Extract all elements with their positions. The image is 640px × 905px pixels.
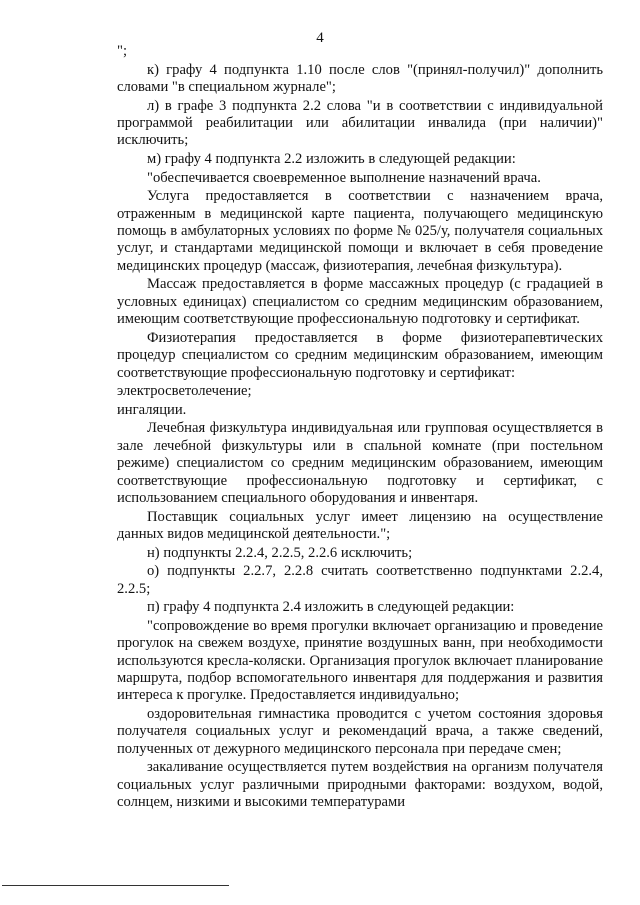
- paragraph: "обеспечивается своевременное выполнение назначений врача.: [147, 169, 541, 186]
- paragraph: оздоровительная гимнастика проводится с учетом состояния здоровья получателя социальных услуг и рекомендаций врача, а также сведений, полученных от дежурного медицинского персонала при передаче смен;: [117, 706, 603, 757]
- paragraph: закаливание осуществляется путем воздействия на организм получателя социальных услуг различными природными факторами: воздухом, водой, солнцем, низкими и высокими температурами: [117, 759, 603, 811]
- paragraph: к) графу 4 подпункта 1.10 после слов "(принял-получил)" дополнить словами "в специальном журнале";: [117, 61, 603, 95]
- page-number: 4: [316, 30, 324, 46]
- paragraph: Физиотерапия предоставляется в форме физиотерапевтических процедур специалистом со средним медицинским образованием, имеющим соответствующие профессиональную подготовку и сертификат:: [117, 329, 603, 381]
- paragraph: ингаляции.: [117, 401, 187, 418]
- paragraph: Лечебная физкультура индивидуальная или групповая осуществляется в зале лечебной физкультуры или в спальной комнате (при постельном режиме) специалистом со средним медицинским образованием, имеющим соответствующие профессиональную подготовку и сертификат, с использованием специального оборудования и инвентаря.: [117, 420, 603, 507]
- paragraph: ";: [117, 43, 128, 59]
- paragraph: "сопровождение во время прогулки включает организацию и проведение прогулок на свежем воздухе, принятие воздушных ванн, при необходимости используются кресла-коляски. Организация прогулок включает планирование маршрута, подбор вспомогательного инвентаря для поддержания и развития интереса к прогулке. Предоставляется индивидуально;: [117, 617, 603, 704]
- paragraph: н) подпункты 2.2.4, 2.2.5, 2.2.6 исключить;: [147, 544, 413, 561]
- paragraph: о) подпункты 2.2.7, 2.2.8 считать соответственно подпунктами 2.2.4, 2.2.5;: [117, 563, 603, 597]
- paragraph: Массаж предоставляется в форме массажных процедур (с градацией в условных единицах) специалистом со средним медицинским образованием, имеющим соответствующие профессиональную подготовку и сертификат.: [117, 276, 603, 328]
- paragraph: Услуга предоставляется в соответствии с назначением врача, отраженным в медицинской карте пациента, получающего медицинскую помощь в амбулаторных условиях по форме № 025/у, получателя социальных услуг, и стандартами медицинской помощи и включает в себя проведение медицинских процедур (массаж, физиотерапия, лечебная физкультура).: [117, 188, 603, 274]
- paragraph: Поставщик социальных услуг имеет лицензию на осуществление данных видов медицинской деятельности.";: [117, 508, 603, 543]
- paragraph: п) графу 4 подпункта 2.4 изложить в следующей редакции:: [147, 599, 515, 616]
- paragraph: электросветолечение;: [117, 383, 252, 400]
- paragraph: м) графу 4 подпункта 2.2 изложить в следующей редакции:: [147, 151, 516, 167]
- paragraph: л) в графе 3 подпункта 2.2 слова "и в соответствии с индивидуальной программой реабилитации или абилитации инвалида (при наличии)" исключить;: [117, 97, 603, 149]
- footnote-divider: [2, 885, 229, 886]
- document-body: [117, 43, 603, 813]
